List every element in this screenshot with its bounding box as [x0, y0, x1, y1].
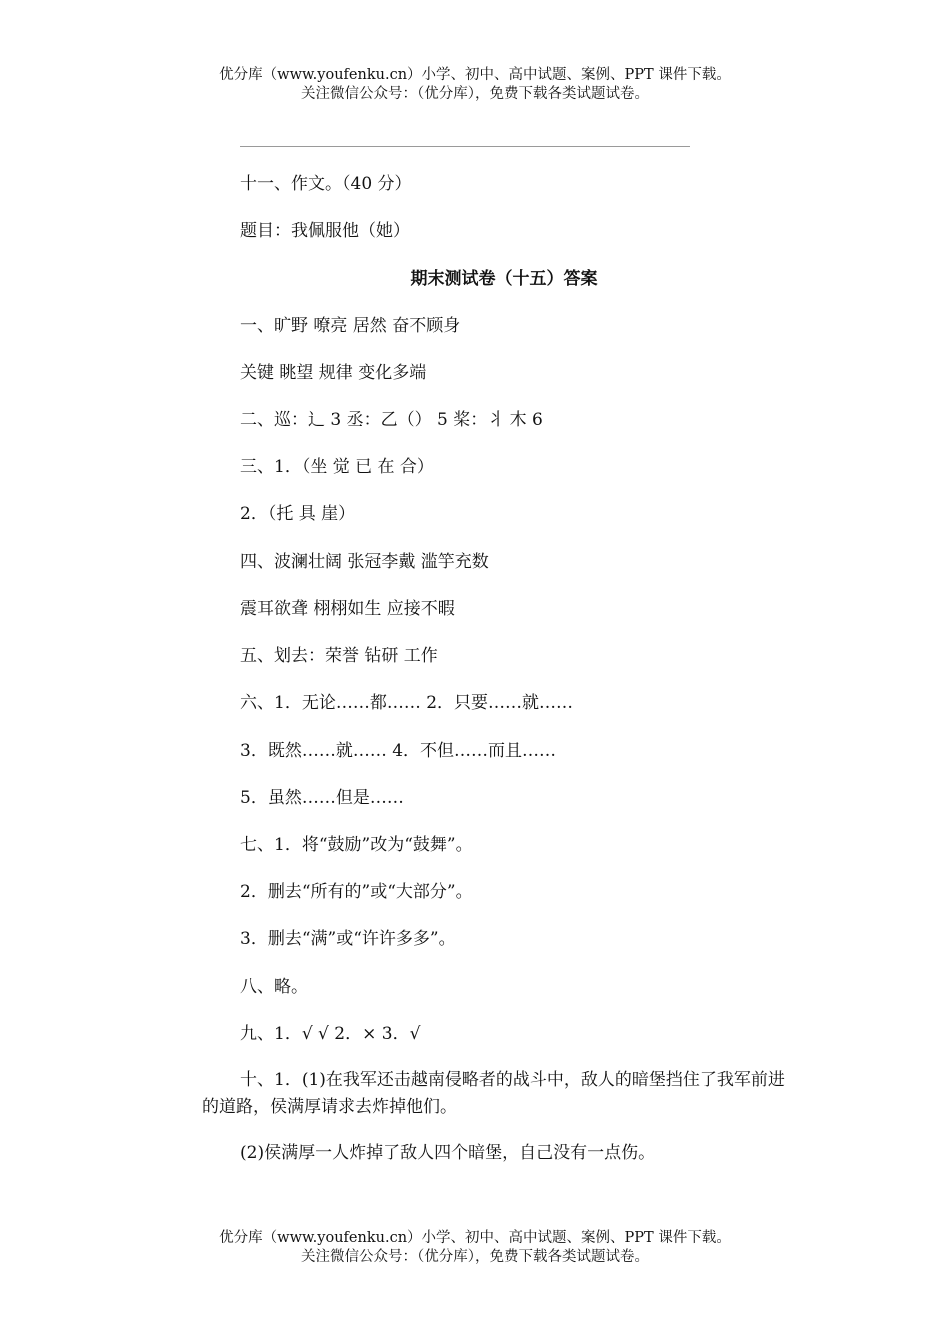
answer-4-line-1: 四、波澜壮阔 张冠李戴 滥竽充数 [240, 552, 489, 572]
answers-title: 期末测试卷（十五）答案 [410, 269, 598, 289]
answer-5: 五、划去：荣誉 钻研 工作 [240, 646, 438, 666]
essay-topic: 题目：我佩服他（她） [240, 221, 410, 241]
footer-line-1: 优分库（www.youfenku.cn）小学、初中、高中试题、案例、PPT 课件下载。 [219, 1230, 731, 1246]
answer-3-2: 2．（托 具 崖） [240, 504, 356, 524]
answer-2: 二、巡：辶 3 丞：乙（） 5 桨：丬 木 6 [240, 410, 543, 430]
answer-3-1: 三、1．（坐 觉 已 在 合） [240, 457, 434, 477]
header-divider [240, 146, 690, 147]
answer-6-line-1: 六、1．无论……都…… 2．只要……就…… [240, 693, 574, 713]
essay-heading: 十一、作文。（40 分） [240, 174, 412, 194]
answer-10-1: 十、1．(1)在我军还击越南侵略者的战斗中，敌人的暗堡挡住了我军前进的道路，侯满厚请求去炸掉他们。 [202, 1070, 785, 1117]
answer-1-line-2: 关键 眺望 规律 变化多端 [240, 363, 427, 383]
answer-8: 八、略。 [240, 977, 308, 997]
answer-1-line-1: 一、旷野 嘹亮 居然 奋不顾身 [240, 316, 461, 336]
answer-4-line-2: 震耳欲聋 栩栩如生 应接不暇 [240, 599, 455, 619]
answer-6-line-2: 3．既然……就…… 4．不但……而且…… [240, 741, 557, 761]
footer-line-2: 关注微信公众号：（优分库），免费下载各类试题试卷。 [301, 1249, 649, 1265]
answer-7-1: 七、1．将“鼓励”改为“鼓舞”。 [240, 835, 473, 855]
answer-9: 九、1．√ √ 2．× 3．√ [240, 1024, 421, 1044]
answer-7-3: 3．删去“满”或“许许多多”。 [240, 929, 456, 949]
page-header [0, 66, 950, 104]
page-footer [0, 1229, 950, 1267]
header-line-1: 优分库（www.youfenku.cn）小学、初中、高中试题、案例、PPT 课件下载。 [219, 67, 731, 83]
answer-6-line-3: 5．虽然……但是…… [240, 788, 404, 808]
header-line-2: 关注微信公众号：（优分库），免费下载各类试题试卷。 [301, 86, 649, 102]
answer-10-2: (2)侯满厚一人炸掉了敌人四个暗堡，自己没有一点伤。 [240, 1143, 656, 1163]
answer-7-2: 2．删去“所有的”或“大部分”。 [240, 882, 473, 902]
